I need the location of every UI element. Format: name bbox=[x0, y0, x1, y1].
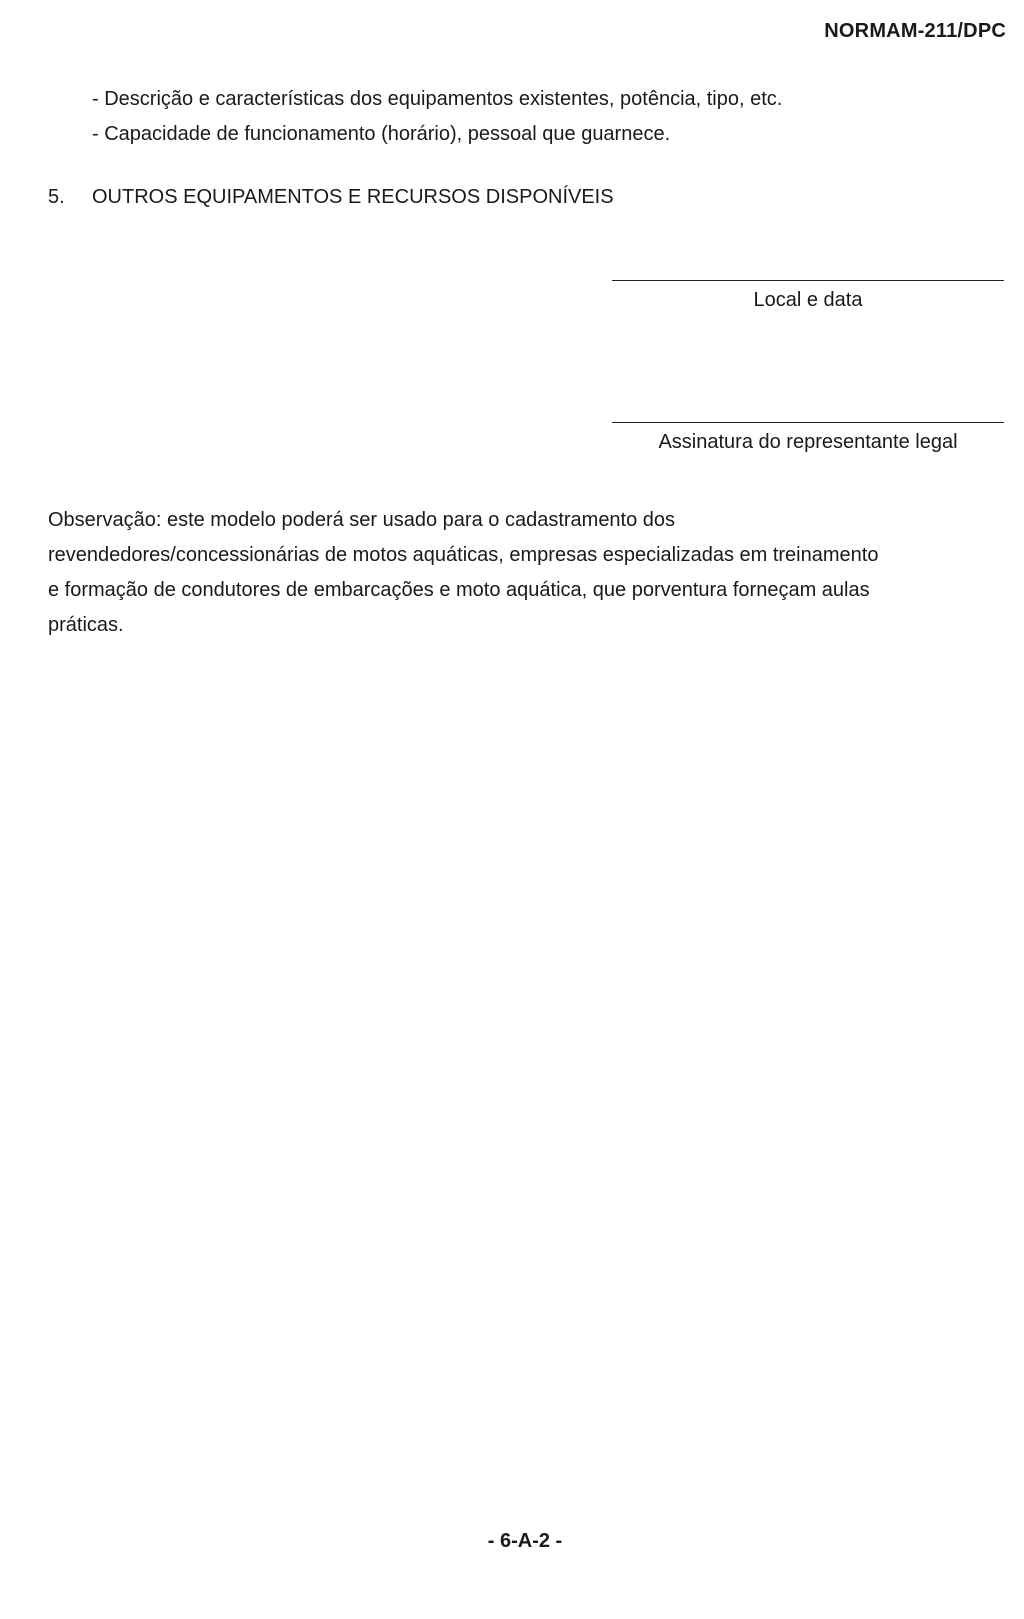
observation-line: práticas. bbox=[48, 614, 124, 636]
bullet-item: - Descrição e características dos equipamentos existentes, potência, tipo, etc. bbox=[92, 88, 783, 110]
observation-paragraph bbox=[48, 503, 1008, 643]
signature-line bbox=[612, 422, 1004, 423]
page-number: - 6-A-2 - bbox=[487, 1530, 563, 1552]
bullet-list bbox=[92, 82, 782, 152]
section-title: OUTROS EQUIPAMENTOS E RECURSOS DISPONÍVEIS bbox=[92, 186, 614, 208]
local-date-label: Local e data bbox=[753, 289, 863, 311]
observation-line: e formação de condutores de embarcações e moto aquática, que porventura forneçam aulas bbox=[48, 579, 870, 601]
observation-line: revendedores/concessionárias de motos aquáticas, empresas especializadas em treinamento bbox=[48, 544, 879, 566]
document-code: NORMAM-211/DPC bbox=[824, 20, 1006, 42]
bullet-item: - Capacidade de funcionamento (horário), pessoal que guarnece. bbox=[92, 123, 671, 145]
signature-label: Assinatura do representante legal bbox=[658, 431, 958, 453]
section-number: 5. bbox=[48, 186, 65, 208]
local-date-line bbox=[612, 280, 1004, 281]
local-date-block bbox=[612, 280, 1004, 312]
observation-line: Observação: este modelo poderá ser usado para o cadastramento dos bbox=[48, 509, 676, 531]
section-heading bbox=[48, 186, 614, 209]
signature-block bbox=[612, 422, 1004, 454]
